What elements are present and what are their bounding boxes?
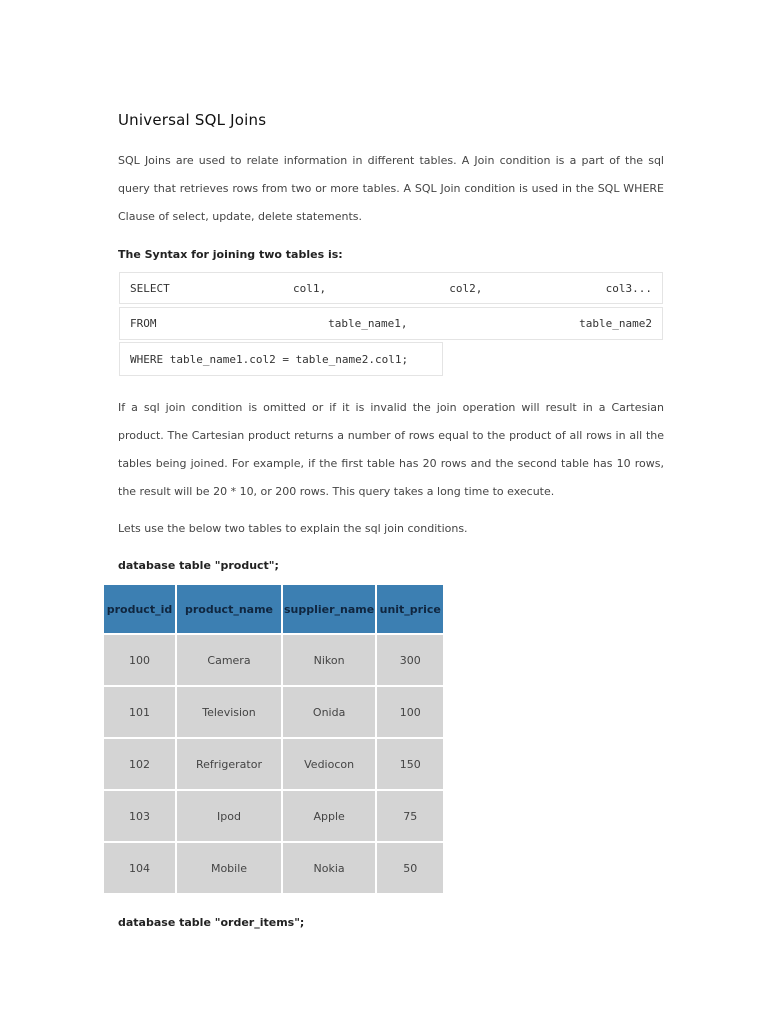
code-from-table2: table_name2 bbox=[579, 317, 652, 330]
table-row bbox=[104, 687, 443, 737]
code-from-table1: table_name1, bbox=[328, 317, 408, 330]
cell-product-name: Camera bbox=[177, 635, 281, 685]
cell-product-id: 103 bbox=[104, 791, 175, 841]
code-from-keyword: FROM bbox=[130, 317, 157, 330]
product-table bbox=[102, 583, 445, 895]
cell-supplier-name: Onida bbox=[283, 687, 375, 737]
table-row bbox=[104, 843, 443, 893]
code-from-line bbox=[119, 307, 663, 340]
cell-supplier-name: Apple bbox=[283, 791, 375, 841]
code-select-col1: col1, bbox=[292, 281, 327, 295]
cell-product-name: Refrigerator bbox=[177, 739, 281, 789]
cell-unit-price: 75 bbox=[377, 791, 443, 841]
code-select-col2: col2, bbox=[449, 281, 483, 295]
cell-supplier-name: Nikon bbox=[283, 635, 375, 685]
code-select-line bbox=[119, 272, 663, 304]
header-supplier-name: supplier_name bbox=[283, 585, 375, 633]
code-select-col3: col3... bbox=[605, 281, 652, 295]
cell-supplier-name: Nokia bbox=[283, 843, 375, 893]
code-where-clause: WHERE table_name1.col2 = table_name2.col1; bbox=[130, 352, 409, 366]
cell-supplier-name: Vediocon bbox=[283, 739, 375, 789]
code-select-keyword: SELECT bbox=[130, 281, 170, 295]
cell-product-id: 104 bbox=[104, 843, 175, 893]
cell-product-id: 102 bbox=[104, 739, 175, 789]
page-title: Universal SQL Joins bbox=[118, 111, 267, 129]
table-row bbox=[104, 791, 443, 841]
cell-product-name: Ipod bbox=[177, 791, 281, 841]
table-row bbox=[104, 739, 443, 789]
code-where-line bbox=[119, 342, 443, 376]
cell-product-id: 101 bbox=[104, 687, 175, 737]
product-table-label: database table "product"; bbox=[118, 559, 279, 572]
cell-unit-price: 50 bbox=[377, 843, 443, 893]
cell-product-name: Mobile bbox=[177, 843, 281, 893]
cartesian-paragraph: If a sql join condition is omitted or if it is invalid the join operation will result in a Cartesian product. The Cartesian product returns a number of rows equal to the product of all rows in all the tables being joined. For example, if the first table has 20 rows and the second table has 10 rows, the result will be 20 * 10, or 200 rows. This query takes a long time to execute. bbox=[118, 401, 664, 498]
order-items-label: database table "order_items"; bbox=[118, 916, 305, 929]
header-product-id: product_id bbox=[104, 585, 175, 633]
cell-unit-price: 100 bbox=[377, 687, 443, 737]
cell-unit-price: 150 bbox=[377, 739, 443, 789]
syntax-heading: The Syntax for joining two tables is: bbox=[118, 248, 343, 261]
intro-paragraph: SQL Joins are used to relate information in different tables. A Join condition is a part of the sql query that retrieves rows from two or more tables. A SQL Join condition is used in the SQL WHERE Clause of select, update, delete statements. bbox=[118, 154, 664, 223]
header-product-name: product_name bbox=[177, 585, 281, 633]
table-row bbox=[104, 635, 443, 685]
cell-product-name: Television bbox=[177, 687, 281, 737]
lets-use-paragraph: Lets use the below two tables to explain the sql join conditions. bbox=[118, 522, 468, 535]
cell-unit-price: 300 bbox=[377, 635, 443, 685]
cell-product-id: 100 bbox=[104, 635, 175, 685]
header-unit-price: unit_price bbox=[377, 585, 443, 633]
table-header-row bbox=[104, 585, 443, 633]
